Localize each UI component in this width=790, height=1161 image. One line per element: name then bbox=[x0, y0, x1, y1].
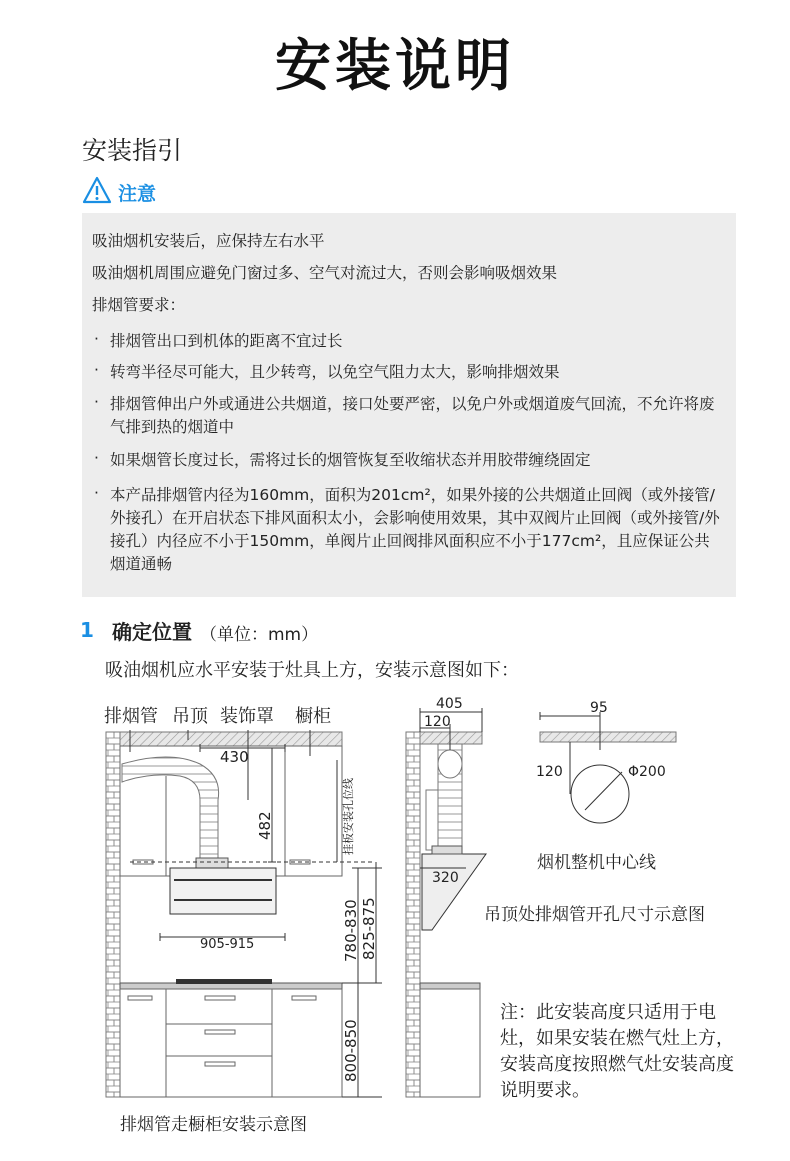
label-cabinet: 橱柜 bbox=[295, 706, 331, 727]
ceiling bbox=[120, 732, 342, 746]
wall bbox=[106, 732, 120, 1097]
lower-cabinet bbox=[420, 989, 480, 1097]
ceiling-hole-diagram bbox=[536, 700, 676, 823]
dim-120: 120 bbox=[424, 714, 451, 730]
range-hood bbox=[170, 868, 276, 914]
dim-95: 95 bbox=[590, 700, 608, 716]
section-title: 安装指引 bbox=[82, 136, 183, 165]
dim-825: 825-875 bbox=[360, 897, 378, 960]
ceiling bbox=[540, 732, 676, 742]
warning-label: 注意 bbox=[118, 182, 157, 205]
label-plate-line: 挂板安装孔位线 bbox=[342, 778, 355, 855]
dim-905: 905-915 bbox=[200, 937, 255, 952]
list-item: 如果烟管长度过长，需将过长的烟管恢复至收缩状态并用胶带缠绕固定 bbox=[110, 451, 591, 469]
step-unit: （单位：mm） bbox=[200, 625, 319, 645]
ceiling bbox=[420, 732, 482, 744]
bullet-dot: · bbox=[94, 449, 99, 467]
wall bbox=[406, 732, 420, 1097]
dim-800: 800-850 bbox=[342, 1019, 360, 1082]
list-item: 本产品排烟管内径为160mm，面积为201cm²，如果外接的公共烟道止回阀（或外接管/外接孔）在开启状态下排风面积太小，会影响使用效果，其中双阀片止回阀（或外接管/外接孔）内径应不小于150mm，单阀片止回阀排风面积应不小于177cm²，且应保证公共烟道通畅 bbox=[110, 486, 720, 573]
cabinet-handle bbox=[133, 860, 153, 864]
dim-320: 320 bbox=[432, 870, 459, 886]
notice-line: 吸油烟机周围应避免门窗过多、空气对流过大，否则会影响吸烟效果 bbox=[92, 264, 558, 282]
list-item: 排烟管伸出户外或通进公共烟道，接口处要严密，以免户外或烟道废气回流，不允许将废气排到热的烟道中 bbox=[110, 395, 715, 436]
warning-icon bbox=[82, 176, 112, 209]
dim-780: 780-830 bbox=[342, 899, 360, 962]
lower-cabinet bbox=[120, 989, 342, 1097]
worktop bbox=[420, 983, 480, 989]
dim-482: 482 bbox=[256, 811, 274, 840]
notice-line: 排烟管要求： bbox=[92, 296, 186, 314]
dim-phi200: Φ200 bbox=[628, 764, 666, 780]
notice-box bbox=[82, 213, 736, 597]
decorative-cover bbox=[196, 858, 228, 868]
notice-line: 吸油烟机安装后，应保持左右水平 bbox=[92, 232, 325, 250]
dim-430: 430 bbox=[220, 748, 249, 766]
installation-note: 注：此安装高度只适用于电灶，如果安装在燃气灶上方，安装高度按照燃气灶安装高度说明要求。 bbox=[500, 1002, 734, 1101]
bullet-dot: · bbox=[94, 484, 99, 502]
bullet-dot: · bbox=[94, 361, 99, 379]
cooktop bbox=[176, 979, 272, 984]
caption-ceiling-hole: 吊顶处排烟管开孔尺寸示意图 bbox=[484, 905, 705, 925]
step-number: 1 bbox=[80, 618, 94, 642]
caption-center-line: 烟机整机中心线 bbox=[537, 853, 656, 873]
page-title: 安装说明 bbox=[275, 34, 515, 99]
list-item: 排烟管出口到机体的距离不宜过长 bbox=[110, 332, 343, 350]
exhaust-pipe bbox=[122, 757, 219, 860]
label-ceiling: 吊顶 bbox=[172, 706, 208, 727]
bullet-dot: · bbox=[94, 393, 99, 411]
list-item: 转弯半径尽可能大，且少转弯，以免空气阻力太大，影响排烟效果 bbox=[110, 363, 560, 381]
step-title: 确定位置 bbox=[112, 620, 192, 644]
warning-header bbox=[82, 176, 156, 208]
dim-405: 405 bbox=[436, 696, 463, 712]
label-cover: 装饰罩 bbox=[220, 706, 274, 727]
bullet-dot: · bbox=[94, 330, 99, 348]
label-pipe: 排烟管 bbox=[104, 706, 158, 727]
caption-cabinet-install: 排烟管走橱柜安装示意图 bbox=[120, 1115, 307, 1135]
cabinet-side-diagram bbox=[104, 705, 382, 1097]
step-description: 吸油烟机应水平安装于灶具上方，安装示意图如下： bbox=[105, 660, 519, 681]
dim-120b: 120 bbox=[536, 764, 563, 780]
side-view-diagram bbox=[406, 696, 486, 1097]
range-hood bbox=[422, 854, 486, 930]
